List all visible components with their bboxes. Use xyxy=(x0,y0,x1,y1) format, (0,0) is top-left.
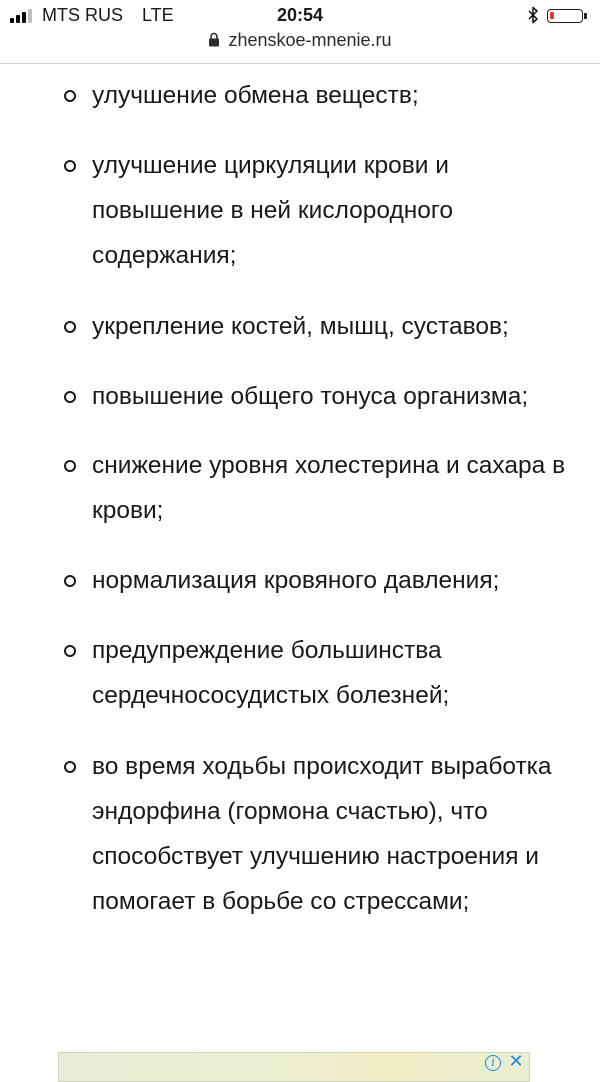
network-type: LTE xyxy=(142,5,174,25)
list-item: улучшение обмена веществ; xyxy=(92,73,580,118)
ad-info-icon[interactable]: i xyxy=(485,1055,501,1071)
list-item: предупреждение большинства сердечнососудистых болезней; xyxy=(92,628,580,718)
list-item: укрепление костей, мышц, суставов; xyxy=(92,304,580,349)
carrier-name: MTS RUS xyxy=(42,5,123,25)
benefits-list xyxy=(0,73,600,924)
article-content xyxy=(0,64,600,949)
lock-icon xyxy=(208,32,220,47)
address-bar[interactable] xyxy=(0,30,600,60)
ad-banner[interactable] xyxy=(58,1052,530,1082)
list-item: нормализация кровяного давления; xyxy=(92,558,580,603)
bluetooth-icon xyxy=(527,6,539,24)
url-text: zhenskoe-mnenie.ru xyxy=(228,30,392,50)
list-item: снижение уровня холестерина и сахара в крови; xyxy=(92,443,580,533)
list-item: повышение общего тонуса организма; xyxy=(92,374,580,419)
battery-level xyxy=(550,12,554,19)
battery-icon xyxy=(547,9,583,23)
clock: 20:54 xyxy=(276,5,324,25)
status-bar xyxy=(0,0,600,30)
list-item: во время ходьбы происходит выработка эндорфина (гормона счастью), что способствует улучшению настроения и помогает в борьбе со стрессами; xyxy=(92,744,580,924)
list-item: улучшение циркуляции крови и повышение в ней кислородного содержания; xyxy=(92,143,580,278)
ad-close-icon[interactable]: ✕ xyxy=(508,1051,524,1071)
